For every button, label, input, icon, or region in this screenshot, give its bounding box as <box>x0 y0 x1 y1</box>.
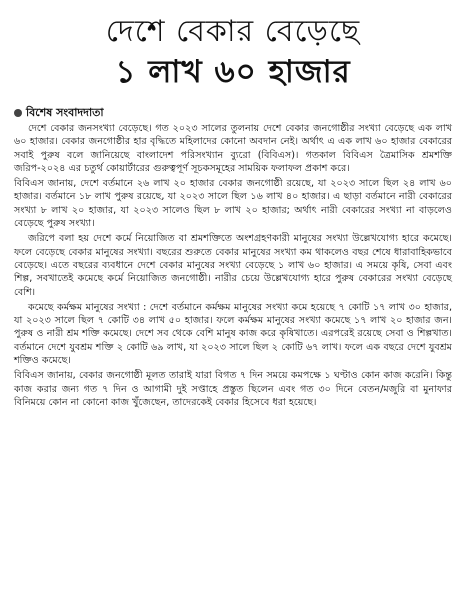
byline-text: বিশেষ সংবাদদাতা <box>26 106 104 119</box>
paragraph-2: বিবিএস জানায়, দেশে বর্তমানে ২৬ লাখ ২০ হাজার বেকার জনগোষ্ঠী রয়েছে, যা ২০২৩ সালে ছিল ২৪ লাখ ৬০ হাজার। বর্তমানে ১৮ লাখ পুরুষ রয়েছে, যা ২০২৩ সালে ছিল ১৬ লাখ ৪০ হাজার। এ ছাড়া বর্তমানে নারী বেকারের সংখ্যা ৮ লাখ ২০ হাজার, যা ২০২৩ সালেও ছিল ৮ লাখ ২০ হাজার; অর্থাৎ নারী বেকারের সংখ্যা না বাড়লেও বেড়েছে পুরুষ সংখ্যা। <box>14 178 452 230</box>
paragraph-3: জরিপে বলা হয় দেশে কর্মে নিয়োজিত বা শ্রমশক্তিতে অংশগ্রহণকারী মানুষের সংখ্যা উল্লেখযোগ্য হারে কমেছে। ফলে বেড়েছে বেকার মানুষের সংখ্যা। বছরের শুরুতে বেকার মানুষের সংখ্যা কম থাকলেও বছর শেষে ধারাবাহিকভাবে বেড়েছে। এতে বছরের ব্যবধানে দেশে বেকার মানুষের সংখ্যা বেড়েছে ১ লাখ ৬০ হাজার। এ সময়ে কৃষি, সেবা এবং শিল্প, সবখাতেই কমেছে কর্মে নিয়োজিত জনগোষ্ঠী। নারীর চেয়ে উল্লেখযোগ্য হারে পুরুষ বেকারের সংখ্যা বেড়েছে বেশি। <box>14 233 452 298</box>
paragraph-4: কমেছে কর্মক্ষম মানুষের সংখ্যা : দেশে বর্তমানে কর্মক্ষম মানুষের সংখ্যা কমে হয়েছে ৭ কোটি ১৭ লাখ ৩০ হাজার, যা ২০২৩ সালে ছিল ৭ কোটি ৩৪ লাখ ৫০ হাজার। ফলে কর্মক্ষম মানুষের সংখ্যা কমেছে ১৭ লাখ ২০ হাজার জন। পুরুষ ও নারী শ্রম শক্তি কমেছে। দেশে সব থেকে বেশি মানুষ কাজ করে কৃষিখাতে। এরপরেই রয়েছে সেবা ও শিল্পখাত। বর্তমানে দেশে যুবশ্রম শক্তি ২ কোটি ৬৯ লাখ, যা ২০২৩ সালে ছিল ২ কোটি ৬৭ লাখ। ফলে এক বছরে দেশে যুবশ্রম শক্তিও কমেছে। <box>14 301 452 367</box>
headline-line-1: দেশে বেকার বেড়েছে <box>105 14 361 49</box>
headline <box>14 12 452 92</box>
headline-line-2: ১ লাখ ৬০ হাজার <box>115 54 351 90</box>
paragraph-5: বিবিএস জানায়, বেকার জনগোষ্ঠী মূলত তারাই যারা বিগত ৭ দিন সময়ে কমপক্ষে ১ ঘণ্টাও কোন কাজ করেনি। কিন্তু কাজ করার জন্য গত ৭ দিন ও আগামী দুই সপ্তাহে প্রস্তুত ছিলেন এবং গত ৩০ দিনে বেতন/মজুরি বা মুনাফার বিনিময়ে কোন না কোনো কাজ খুঁজেছেন, তাদেরকেই বেকার হিসেবে ধরা হয়েছে। <box>14 370 452 408</box>
bullet-icon <box>14 109 22 117</box>
article-body <box>14 122 452 409</box>
byline <box>14 106 452 120</box>
paragraph-1: দেশে বেকার জনসংখ্যা বেড়েছে। গত ২০২৩ সালের তুলনায় দেশে বেকার জনগোষ্ঠীর সংখ্যা বেড়েছে এক লাখ ৬০ হাজার। বেকার জনগোষ্ঠীর হার বৃদ্ধিতে মহিলাদের কোনো অবদান নেই। অর্থাৎ এ এক লাখ ৬০ হাজার বেকারের সবাই পুরুষ বলে জানিয়েছে বাংলাদেশ পরিসংখ্যান ব্যুরো (বিবিএস)। গতকাল বিবিএস ত্রৈমাসিক শ্রমশক্তি জরিপ-২০২৪ এর চতুর্থ কোয়ার্টারের গুরুত্বপূর্ণ সূচকসমূহের সাময়িক ফলাফল প্রকাশ করে। <box>14 123 452 174</box>
